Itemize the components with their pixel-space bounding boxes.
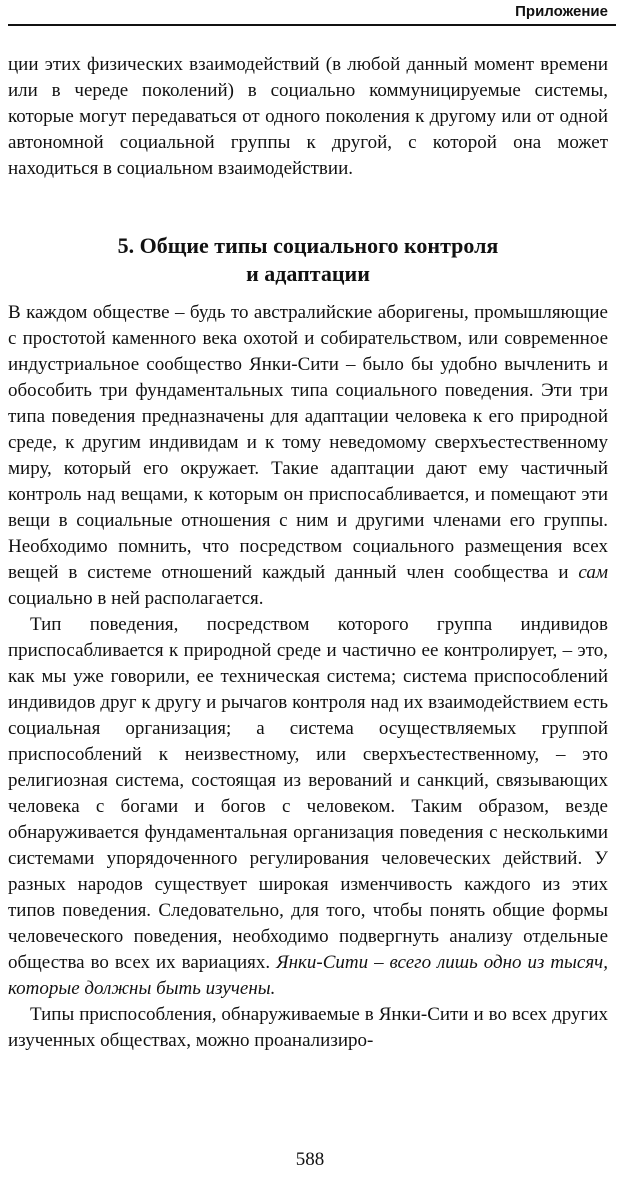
paragraph-1 — [8, 300, 608, 612]
section-title-line-2: и адаптации — [246, 261, 370, 286]
paragraph-2 — [8, 612, 608, 1002]
page-body — [8, 52, 608, 1054]
section-title-line-1: 5. Общие типы социального контроля — [117, 233, 499, 258]
header-rule — [8, 24, 616, 26]
paragraph-1-text-b: социально в ней располагается. — [8, 588, 264, 609]
paragraph-3: Типы приспособления, обнаруживаемые в Янки-Сити и во всех других изученных обществах, можно проанализиро- — [8, 1004, 608, 1051]
section-title — [8, 232, 608, 288]
paragraph-1-emphasis: сам — [578, 562, 608, 583]
paragraph-2-emphasis: Янки-Сити – всего лишь одно из тысяч, которые должны быть изучены. — [8, 952, 608, 999]
running-header: Приложение — [515, 3, 608, 20]
paragraph-1-text-a: В каждом обществе – будь то австралийские аборигены, промышляющие с простотой каменного века охотой и собирательством, или современное индустриальное сообщество Янки-Сити – было бы удобно вычленить и обособить три фундаментальных типа социального поведения. Эти три типа поведения предназначены для адаптации человека к его природной среде, к другим индивидам и к тому неведомому сверхъестественному миру, который его окружает. Такие адаптации дают ему частичный контроль над вещами, к которым он приспосабливается, и помещают эти вещи в социальные отношения с ним и другими членами его группы. Необходимо помнить, что посредством социального размещения всех вещей в системе отношений каждый данный член сообщества и — [8, 302, 608, 583]
paragraph-continuation: ции этих физических взаимодействий (в любой данный момент времени или в череде поколений) в социально коммуницируемые системы, которые могут передаваться от одного поколения к другому или от одной автономной социальной группы к другой, с которой она может находиться в социальном взаимодействии. — [8, 54, 608, 179]
page-number: 588 — [295, 1149, 325, 1170]
paragraph-2-text: Тип поведения, посредством которого группа индивидов приспосабливается к природной среде и частично ее контролирует, – это, как мы уже говорили, ее техническая система; система приспособлений индивидов друг к другу и рычагов контроля над их взаимодействием есть социальная организация; а система осуществляемых группой приспособлений к неизвестному, или сверхъестественному, – это религиозная система, состоящая из верований и санкций, связывающих человека с богами и богов с человеком. Таким образом, везде обнаруживается фундаментальная организация поведения с несколькими системами упорядоченного регулирования человеческих действий. У разных народов существует широкая изменчивость каждого из этих типов поведения. Следовательно, для того, чтобы понять общие формы человеческого поведения, необходимо подвергнуть анализу отдельные общества во всех их вариациях. — [8, 614, 608, 973]
